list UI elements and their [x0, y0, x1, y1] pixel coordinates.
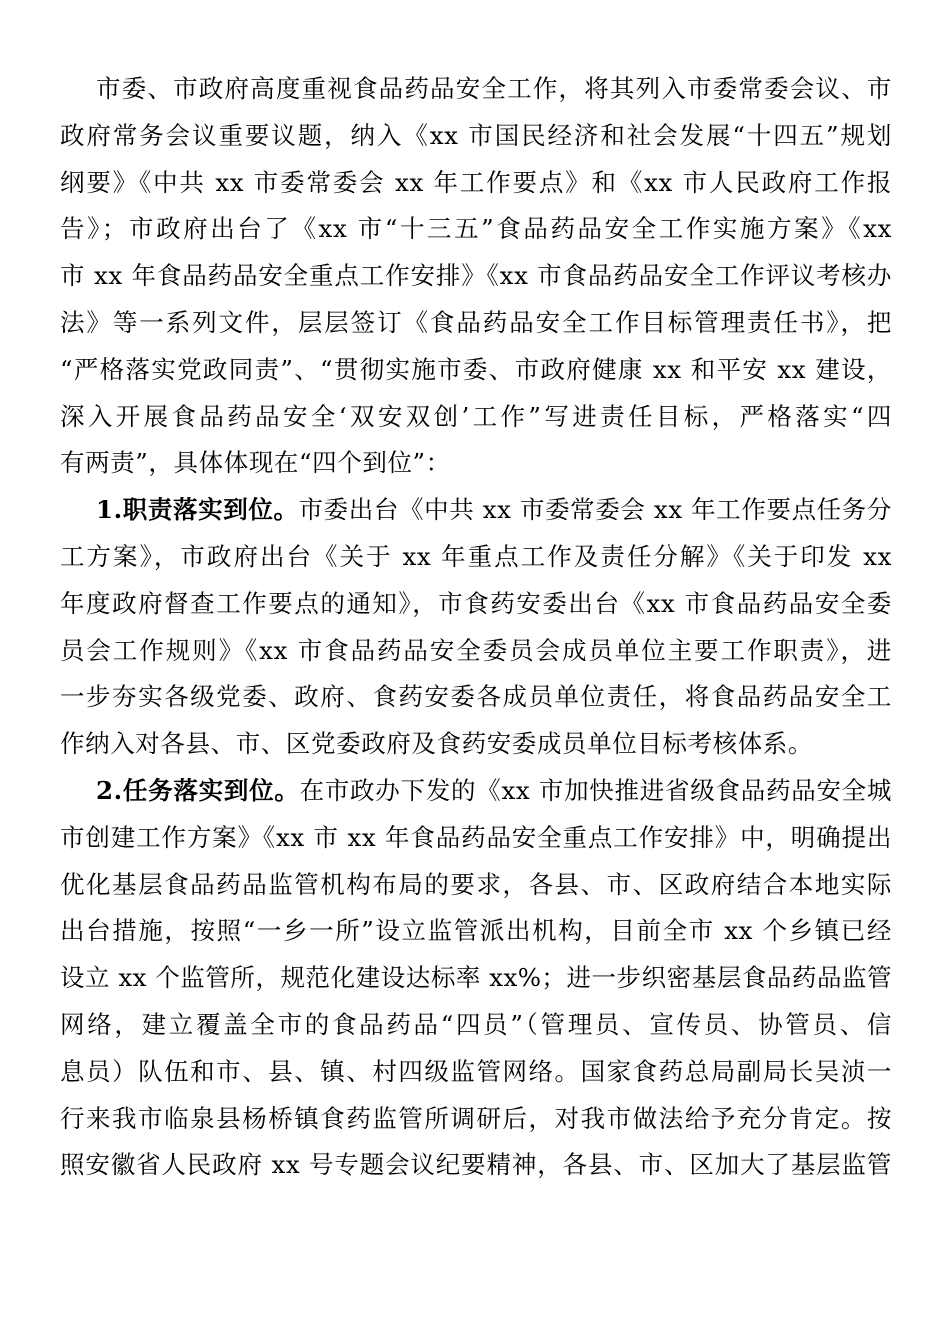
text-line: 市创建工作方案》《xx 市 xx 年食品药品安全重点工作安排》中，明确提出 — [60, 822, 892, 852]
text-line: 照安徽省人民政府 xx 号专题会议纪要精神，各县、市、区加大了基层监管 — [60, 1150, 892, 1180]
text-line: 深入开展食品药品安全‘双安双创’工作”写进责任目标，严格落实“四 — [60, 401, 892, 431]
section-heading: 2.任务落实到位。 — [96, 775, 300, 805]
text-line: 市委、市政府高度重视食品药品安全工作，将其列入市委常委会议、市 — [96, 74, 892, 103]
text-run: 在市政办下发的《xx 市加快推进省级食品药品安全城 — [299, 775, 892, 805]
text-line: “严格落实党政同责”、“贯彻实施市委、市政府健康 xx 和平安 xx 建设， — [60, 354, 892, 384]
text-line — [60, 487, 892, 534]
paragraph-intro — [60, 66, 892, 487]
text-line: 优化基层食品药品监管机构布局的要求，各县、市、区政府结合本地实际 — [60, 869, 892, 899]
text-line: 网络，建立覆盖全市的食品药品“四员”（管理员、宣传员、协管员、信 — [60, 1009, 892, 1039]
text-line: 一步夯实各级党委、政府、食药安委各成员单位责任，将食品药品安全工 — [60, 682, 892, 712]
text-line: 作纳入对各县、市、区党委政府及食药安委成员单位目标考核体系。 — [60, 729, 813, 759]
section-heading: 1.职责落实到位。 — [96, 495, 299, 525]
text-line: 员会工作规则》《xx 市食品药品安全委员会成员单位主要工作职责》，进 — [60, 635, 892, 665]
document-page — [60, 66, 892, 1189]
text-line: 纲要》《中共 xx 市委常委会 xx 年工作要点》和《xx 市人民政府工作报 — [60, 167, 892, 197]
text-line: 告》；市政府出台了《xx 市“十三五”食品药品安全工作实施方案》《xx — [60, 214, 892, 244]
text-line: 法》等一系列文件，层层签订《食品药品安全工作目标管理责任书》，把 — [60, 307, 892, 337]
text-line: 有两责”，具体体现在“四个到位”： — [60, 448, 451, 478]
text-line: 息员）队伍和市、县、镇、村四级监管网络。国家食药总局副局长吴浈一 — [60, 1056, 892, 1086]
text-line: 工方案》，市政府出台《关于 xx 年重点工作及责任分解》《关于印发 xx — [60, 541, 892, 571]
paragraph-duty — [60, 487, 892, 768]
text-line: 政府常务会议重要议题，纳入《xx 市国民经济和社会发展“十四五”规划 — [60, 120, 892, 150]
text-line: 出台措施，按照“一乡一所”设立监管派出机构，目前全市 xx 个乡镇已经 — [60, 916, 892, 946]
text-line — [60, 768, 892, 815]
text-line: 市 xx 年食品药品安全重点工作安排》《xx 市食品药品安全工作评议考核办 — [60, 261, 892, 291]
text-run: 市委出台《中共 xx 市委常委会 xx 年工作要点任务分 — [298, 495, 893, 525]
paragraph-task — [60, 768, 892, 1189]
text-line: 设立 xx 个监管所，规范化建设达标率 xx%；进一步织密基层食品药品监管 — [60, 963, 892, 993]
text-line: 年度政府督查工作要点的通知》，市食药安委出台《xx 市食品药品安全委 — [60, 588, 892, 618]
text-line: 行来我市临泉县杨桥镇食药监管所调研后，对我市做法给予充分肯定。按 — [60, 1103, 892, 1133]
